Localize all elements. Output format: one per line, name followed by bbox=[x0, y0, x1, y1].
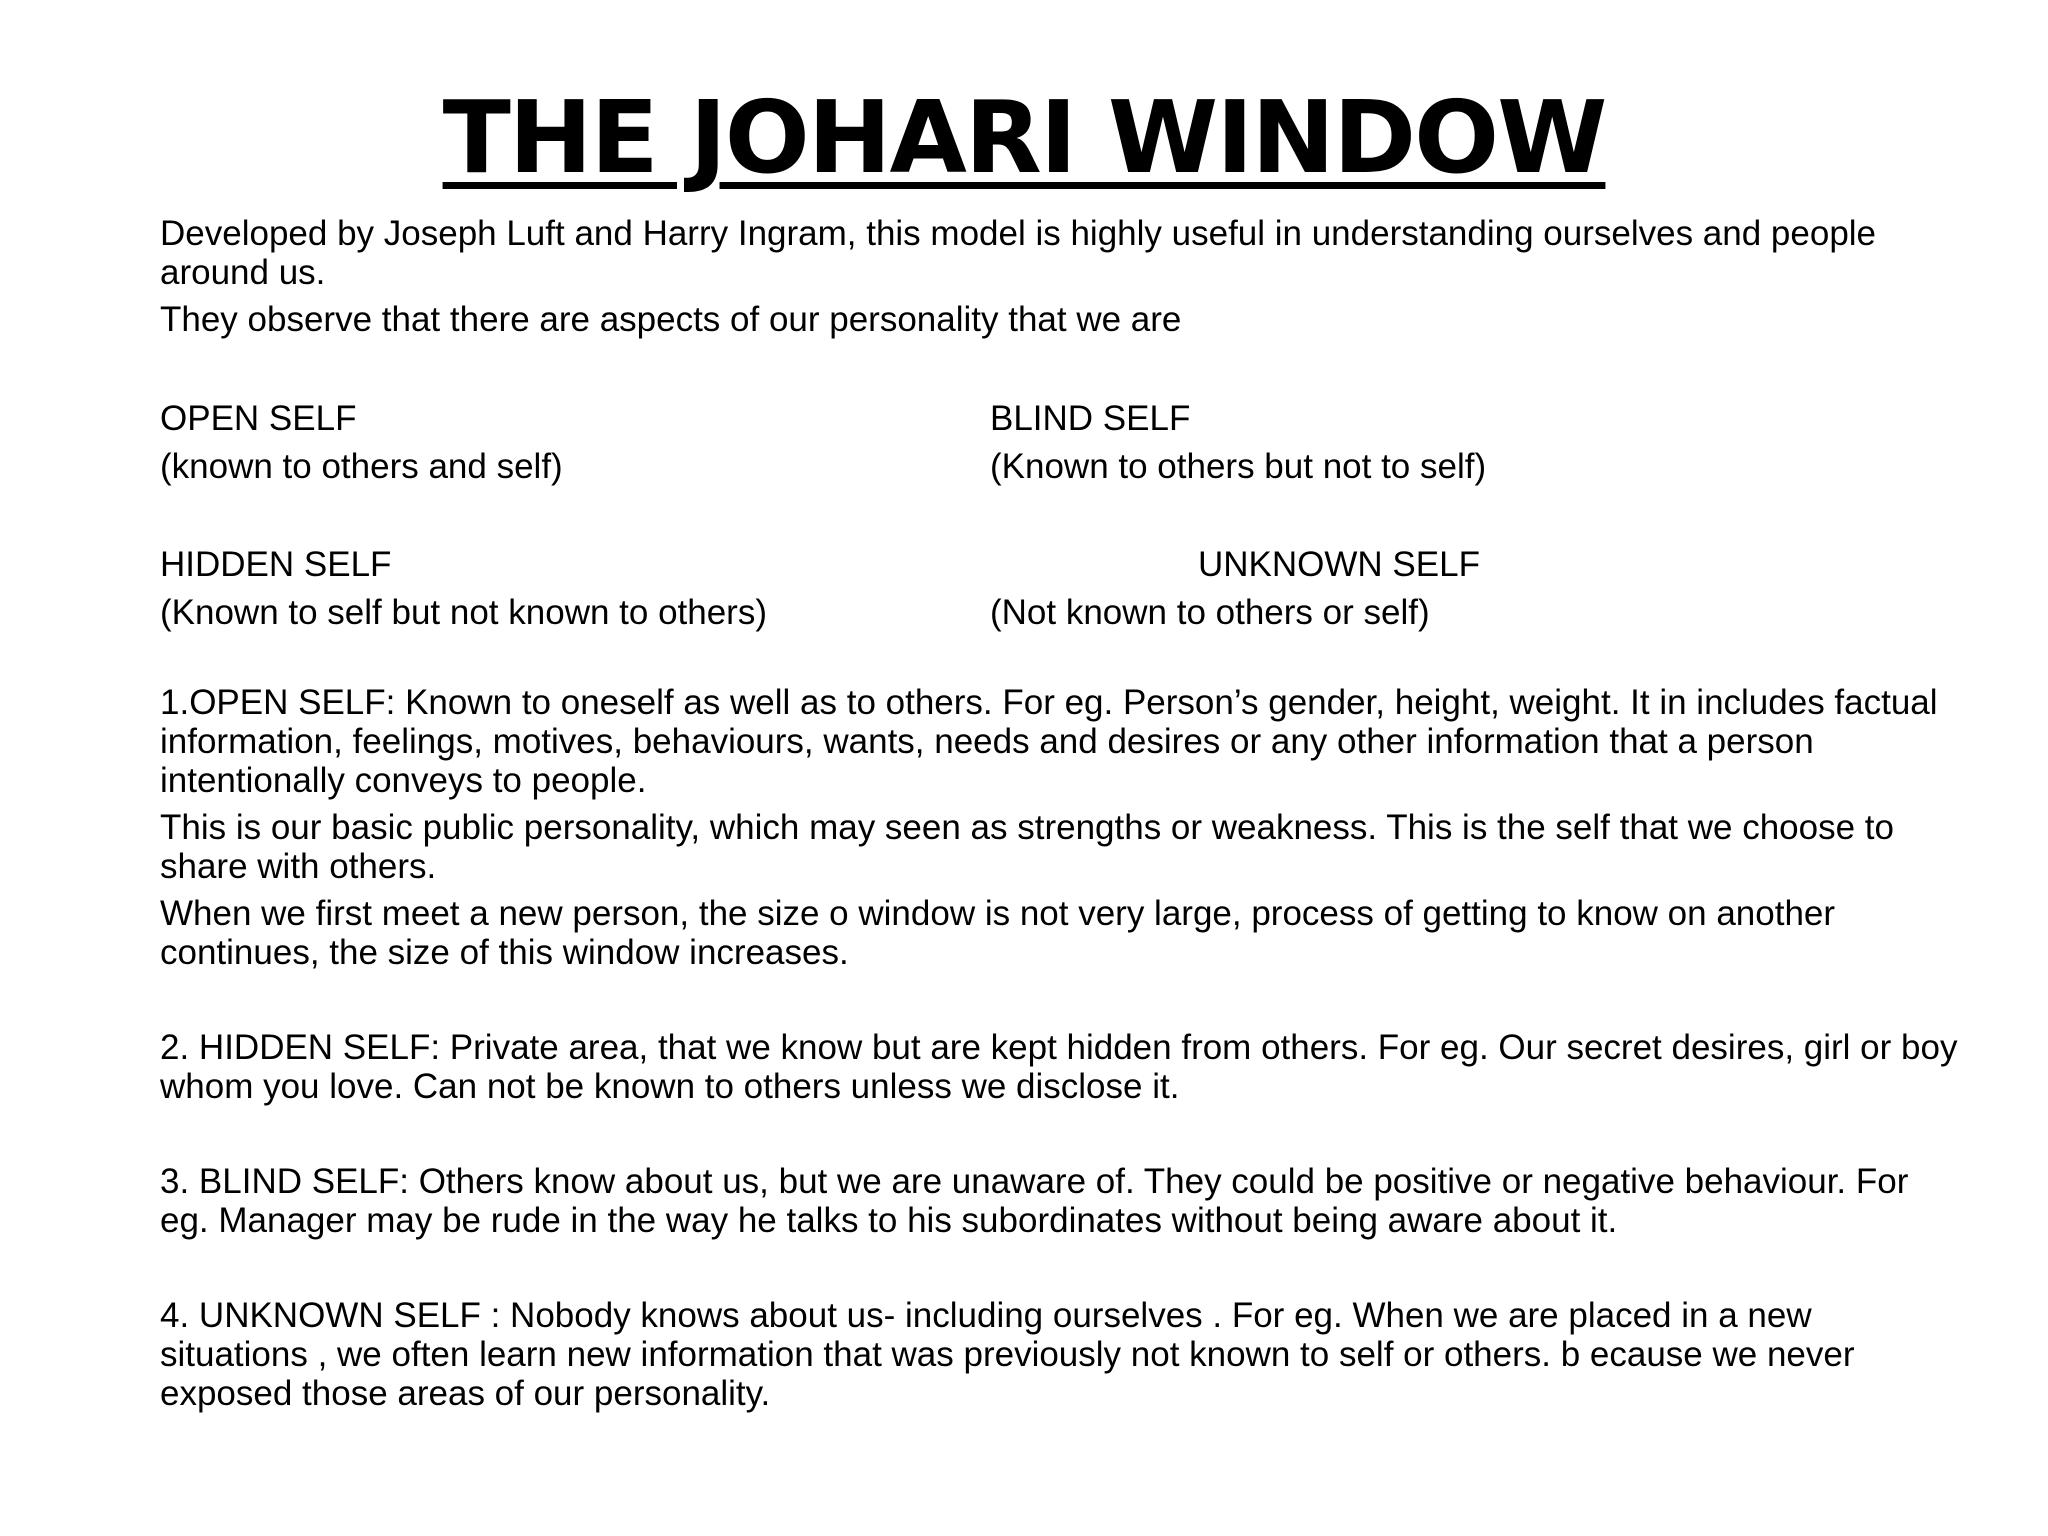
unknown-self-title: UNKNOWN SELF bbox=[1198, 545, 1480, 584]
spacer bbox=[160, 1114, 1960, 1162]
open-self-paragraph-1: 1.OPEN SELF: Known to oneself as well as to others. For eg. Person’s gender, height, weight. It in includes factual information, feelings, motives, behaviours, wants, needs and desires or any other information that a person intentionally conveys to people. bbox=[160, 683, 1938, 800]
unknown-self-desc: (Not known to others or self) bbox=[990, 593, 1430, 632]
hidden-self-title: HIDDEN SELF bbox=[160, 545, 392, 584]
hidden-self-desc: (Known to self but not known to others) bbox=[160, 593, 767, 632]
open-self-title: OPEN SELF bbox=[160, 399, 357, 438]
slide-body bbox=[160, 214, 1960, 1421]
spacer bbox=[160, 980, 1960, 1028]
grid-row-top-titles bbox=[160, 395, 1660, 443]
spacer bbox=[160, 347, 1960, 395]
open-self-paragraph-2: This is our basic public personality, which may seen as strengths or weakness. This is the self that we choose to share with others. bbox=[160, 808, 1894, 886]
grid-row-top-descs bbox=[160, 443, 1660, 491]
page-title-text: THE JOHARI WINDOW bbox=[442, 79, 1606, 196]
spacer bbox=[160, 1248, 1960, 1296]
grid-row-bottom-titles bbox=[160, 541, 1660, 589]
intro-paragraph-1: Developed by Joseph Luft and Harry Ingram, this model is highly useful in understanding ourselves and people around us. bbox=[160, 214, 1877, 292]
blind-self-paragraph: 3. BLIND SELF: Others know about us, but we are unaware of. They could be positive or negative behaviour. For eg. Manager may be rude in the way he talks to his subordinates without being aware about it. bbox=[160, 1162, 1909, 1240]
spacer bbox=[160, 637, 1960, 683]
hidden-self-paragraph: 2. HIDDEN SELF: Private area, that we know but are kept hidden from others. For eg. Our secret desires, girl or boy whom you love. Can not be known to others unless we disclose it. bbox=[160, 1028, 1958, 1106]
grid-row-bottom-descs bbox=[160, 589, 1660, 637]
open-self-paragraph-3: When we first meet a new person, the size o window is not very large, process of getting to know on another continues, the size of this window increases. bbox=[160, 894, 1836, 972]
intro-paragraph-2: They observe that there are aspects of our personality that we are bbox=[160, 300, 1182, 339]
unknown-self-paragraph: 4. UNKNOWN SELF : Nobody knows about us- including ourselves . For eg. When we are placed in a new situations , we often learn new information that was previously not known to self or others. b ecause we never exposed those areas of our personality. bbox=[160, 1296, 1855, 1413]
spacer bbox=[160, 491, 1960, 541]
page-title bbox=[0, 78, 2048, 198]
blind-self-title: BLIND SELF bbox=[990, 399, 1191, 438]
open-self-desc: (known to others and self) bbox=[160, 447, 563, 486]
blind-self-desc: (Known to others but not to self) bbox=[990, 447, 1487, 486]
